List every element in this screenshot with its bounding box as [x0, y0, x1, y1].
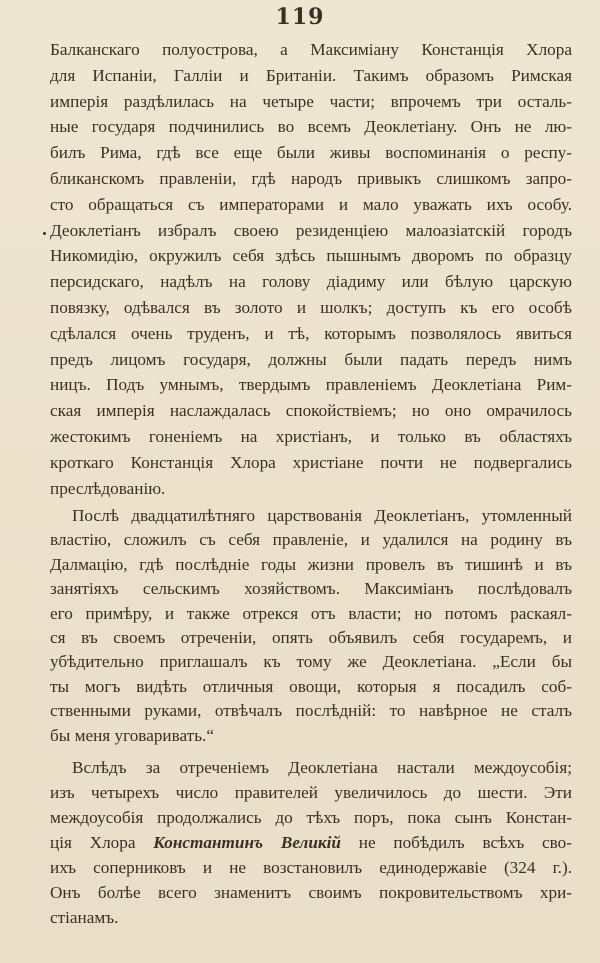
page-number: 119	[275, 4, 325, 30]
text-segment: предъ лицомъ государя, должны были падать передъ нимъ	[50, 349, 572, 369]
text-line	[50, 194, 572, 216]
text-segment: сдѣлался очень труденъ, и тѣ, которымъ позволялось явиться	[50, 323, 572, 343]
text-segment: междоусобія продолжались до тѣхъ поръ, пока сынъ Констан-	[50, 808, 572, 827]
text-segment: ская имперія наслаждалась спокойствіемъ; но оно омрачилось	[50, 401, 572, 421]
text-segment: Послѣ двадцатилѣтняго царствованія Деоклетіанъ, утомленный	[72, 506, 572, 525]
text-line	[50, 603, 572, 625]
text-line	[50, 400, 572, 422]
text-line	[50, 478, 572, 500]
text-line	[50, 426, 572, 448]
text-segment: убѣдительно приглашалъ къ тому же Деоклетіана. „Если бы	[50, 652, 572, 672]
text-line	[50, 651, 572, 673]
text-line	[50, 142, 572, 164]
text-line	[50, 505, 572, 527]
text-line	[50, 349, 572, 371]
text-segment: ные государя подчинились во всемъ Деоклетіану. Онъ не лю-	[50, 117, 572, 137]
text-segment: ихъ соперниковъ и не возстановилъ единодержавіе (324 г.).	[50, 858, 572, 877]
text-segment: Далмацію, гдѣ послѣдніе годы жизни провелъ въ тишинѣ и въ	[50, 554, 572, 574]
text-segment: преслѣдованію.	[50, 478, 166, 498]
text-segment: Вслѣдъ за отреченіемъ Деоклетіана настали междоусобія;	[72, 758, 572, 777]
text-segment: не побѣдилъ всѣхъ сво-	[340, 833, 572, 852]
text-line	[50, 725, 572, 747]
text-line	[50, 529, 572, 551]
text-line	[50, 297, 572, 319]
text-line	[50, 700, 572, 722]
margin-dot	[43, 232, 46, 235]
text-segment: ція Хлора	[50, 833, 154, 852]
text-line	[50, 116, 572, 138]
text-line	[50, 578, 572, 600]
text-segment: имперія раздѣлилась на четыре части; впрочемъ три осталь-	[50, 91, 572, 111]
text-segment: для Испаніи, Галліи и Британіи. Такимъ образомъ Римская	[50, 65, 572, 85]
text-segment: ты могъ видѣть отличныя овощи, которыя я посадилъ соб-	[50, 676, 572, 696]
text-line	[50, 857, 572, 879]
text-line	[50, 220, 572, 242]
text-line	[50, 452, 572, 474]
text-segment: его примѣру, и также отрекся отъ власти; но потомъ раскаял-	[50, 603, 572, 623]
text-segment: кроткаго Констанція Хлора христіане почти не подвергались	[50, 452, 572, 472]
text-line	[50, 168, 572, 190]
text-line	[50, 65, 572, 87]
text-line	[50, 39, 572, 61]
text-line	[50, 245, 572, 267]
text-line	[50, 757, 572, 779]
text-segment: жестокимъ гоненіемъ на христіанъ, и только въ областяхъ	[50, 427, 572, 446]
text-segment: ницъ. Подъ умнымъ, твердымъ правленіемъ Деоклетіана Рим-	[50, 375, 572, 395]
text-line	[50, 832, 572, 854]
text-line	[50, 782, 572, 804]
text-segment: Никомидію, окружилъ себя здѣсь пышнымъ дворомъ по образцу	[50, 246, 572, 266]
text-segment: сто обращаться съ императорами и мало уважать ихъ особу.	[50, 194, 572, 214]
text-segment: билъ Рима, гдѣ все еще были живы воспоминанія о респу-	[50, 143, 572, 163]
text-segment: Балканскаго полуострова, а Максиміану Констанція Хлора	[50, 40, 572, 59]
text-segment: бы меня уговаривать.“	[50, 725, 214, 745]
text-segment: Деоклетіанъ избралъ своею резиденціею малоазіатскій городъ	[50, 220, 572, 240]
text-line	[50, 271, 572, 293]
text-line	[50, 554, 572, 576]
text-line	[50, 374, 572, 396]
text-line	[50, 807, 572, 829]
text-line	[50, 882, 572, 904]
text-segment: занятіяхъ сельскимъ хозяйствомъ. Максиміанъ послѣдовалъ	[50, 579, 572, 599]
text-line	[50, 91, 572, 113]
text-line	[50, 907, 572, 929]
italic-name: Константинъ Великій	[153, 833, 341, 852]
text-segment: персидскаго, надѣлъ на голову діадиму или бѣлую царскую	[50, 272, 572, 292]
text-segment: бликанскомъ правленіи, гдѣ народъ привыкъ слишкомъ запро-	[50, 169, 572, 188]
text-segment: ственными руками, отвѣчалъ послѣдній: то навѣрное не сталъ	[50, 701, 572, 721]
text-line	[50, 627, 572, 649]
text-line	[50, 323, 572, 345]
text-segment: изъ четырехъ число правителей увеличилось до шести. Эти	[50, 783, 572, 802]
text-line	[50, 676, 572, 698]
text-segment: стіанамъ.	[50, 908, 119, 927]
text-segment: ся въ своемъ отреченіи, опять объявилъ себя государемъ, и	[50, 628, 572, 647]
text-segment: властію, сложилъ съ себя правленіе, и удалился на родину въ	[50, 530, 572, 550]
text-segment: повязку, одѣвался въ золото и шолкъ; доступъ къ его особѣ	[50, 298, 572, 317]
text-segment: Онъ болѣе всего знаменитъ своимъ покровительствомъ хри-	[50, 883, 572, 902]
